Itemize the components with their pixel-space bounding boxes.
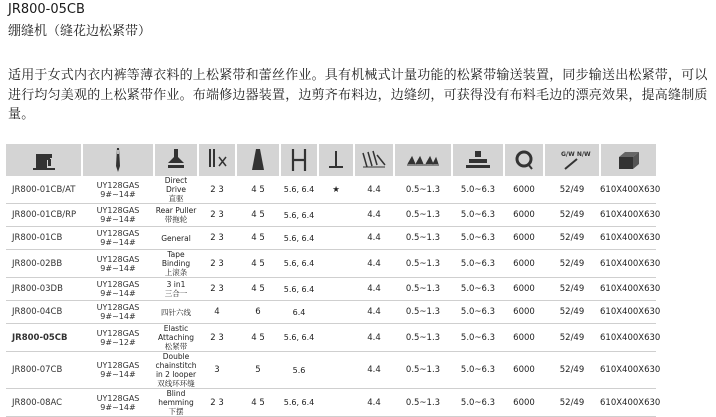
thread-cone-icon bbox=[236, 144, 280, 176]
mark-cell-text: ★ bbox=[332, 184, 340, 195]
gauge-cell bbox=[280, 352, 318, 389]
weight-icon bbox=[544, 144, 600, 176]
needle-type-cell bbox=[82, 204, 154, 227]
weight-cell bbox=[544, 278, 600, 301]
needles-cell-text: 2 3 bbox=[210, 210, 224, 220]
stitch-length-icon bbox=[394, 144, 452, 176]
speed-cell bbox=[504, 301, 544, 324]
dimensions-cell bbox=[600, 250, 661, 278]
stitch-length-cell bbox=[394, 250, 452, 278]
spec-table bbox=[6, 144, 661, 417]
threads-cell bbox=[236, 389, 280, 417]
feature-cell-text: Tape Binding bbox=[161, 250, 191, 268]
dimensions-cell-text: 610X400X630 bbox=[600, 233, 661, 243]
stitch-length-cell-text: 0.5~1.3 bbox=[405, 210, 441, 220]
differential-feed-icon bbox=[354, 144, 394, 176]
needles-cell bbox=[198, 227, 236, 250]
bed-height-icon bbox=[318, 144, 354, 176]
speed-cell-text: 6000 bbox=[513, 365, 535, 375]
needle-type-cell-text: 9#~14# bbox=[100, 189, 136, 199]
stitch-length-cell bbox=[394, 324, 452, 352]
differential-cell-text: 4.4 bbox=[367, 210, 381, 220]
gauge-cell-text: 6.4 bbox=[292, 307, 306, 317]
needle-type-cell-text: UY128GAS bbox=[96, 280, 140, 289]
needles-cell bbox=[198, 204, 236, 227]
feature-cell-text: 双线环环缝 bbox=[157, 379, 195, 388]
speed-cell-text: 6000 bbox=[513, 284, 535, 294]
needles-cell-text: 3 bbox=[214, 365, 220, 375]
stitch-length-cell bbox=[394, 301, 452, 324]
needles-cell bbox=[198, 176, 236, 204]
sewing-machine-icon bbox=[6, 144, 82, 176]
gauge-cell-text: 5.6, 6.4 bbox=[283, 233, 315, 243]
stitch-length-cell-text: 0.5~1.3 bbox=[405, 365, 441, 375]
needle-type-cell-text: UY128GAS bbox=[96, 393, 140, 403]
gauge-cell-text: 5.6, 6.4 bbox=[283, 210, 315, 220]
mark-cell bbox=[318, 278, 354, 301]
gauge-cell-text: 5.6, 6.4 bbox=[283, 284, 315, 294]
differential-cell bbox=[354, 227, 394, 250]
needle-type-cell-text: UY128GAS bbox=[96, 303, 140, 312]
feature-cell-text: 带拖轮 bbox=[164, 215, 188, 224]
presser-lift-cell bbox=[452, 324, 504, 352]
feature-cell bbox=[154, 389, 198, 417]
model-cell bbox=[6, 352, 82, 389]
gauge-cell bbox=[280, 250, 318, 278]
mark-cell bbox=[318, 227, 354, 250]
model-cell-text: JR800-01CB bbox=[12, 233, 63, 243]
feature-cell-text: Direct Drive bbox=[164, 176, 188, 194]
mark-cell bbox=[318, 176, 354, 204]
differential-cell-text: 4.4 bbox=[367, 332, 381, 343]
needles-cell-text: 2 3 bbox=[210, 332, 224, 343]
threads-cell bbox=[236, 204, 280, 227]
differential-cell bbox=[354, 352, 394, 389]
model-cell-text: JR800-05CB bbox=[12, 332, 68, 343]
product-description: 适用于女式内衣内裤等薄衣料的上松紧带和蕾丝作业。具有机械式计量功能的松紧带输送装置，同步输送出松紧带，可以进行均匀美观的上松紧带作业。布端修边器装置，边剪齐布料边，边缝纫，可获得没有布料毛边的漂亮效果，提高缝制质量。 bbox=[8, 68, 708, 122]
feature-cell-text: General bbox=[161, 233, 191, 243]
model-cell-text: JR800-08AC bbox=[12, 397, 63, 408]
presser-lift-cell bbox=[452, 278, 504, 301]
threads-cell bbox=[236, 227, 280, 250]
feature-cell-text: 3 in1 bbox=[166, 280, 186, 289]
weight-cell-text: 52/49 bbox=[559, 184, 585, 195]
spec-table-header bbox=[6, 144, 656, 176]
needle-icon bbox=[82, 144, 154, 176]
dimensions-cell bbox=[600, 278, 661, 301]
dimensions-cell-text: 610X400X630 bbox=[600, 307, 661, 317]
differential-cell bbox=[354, 389, 394, 417]
threads-cell bbox=[236, 301, 280, 324]
presser-lift-cell-text: 5.0~6.3 bbox=[460, 365, 496, 375]
model-cell bbox=[6, 250, 82, 278]
stitch-length-cell bbox=[394, 278, 452, 301]
needle-type-cell-text: UY128GAS bbox=[96, 254, 140, 264]
differential-cell-text: 4.4 bbox=[367, 233, 381, 243]
speed-cell-text: 6000 bbox=[513, 233, 535, 243]
feature-cell bbox=[154, 278, 198, 301]
needle-type-cell bbox=[82, 352, 154, 389]
weight-cell-text: 52/49 bbox=[559, 307, 585, 317]
differential-cell bbox=[354, 176, 394, 204]
feature-cell-text: 四针六线 bbox=[161, 307, 191, 317]
mark-cell bbox=[318, 389, 354, 417]
gauge-cell bbox=[280, 389, 318, 417]
differential-cell-text: 4.4 bbox=[367, 284, 381, 294]
needle-type-cell bbox=[82, 324, 154, 352]
speed-cell-text: 6000 bbox=[513, 397, 535, 408]
speed-cell-text: 6000 bbox=[513, 184, 535, 195]
feature-cell bbox=[154, 227, 198, 250]
presser-lift-cell-text: 5.0~6.3 bbox=[460, 233, 496, 243]
weight-cell-text: 52/49 bbox=[559, 284, 585, 294]
needle-type-cell-text: 9#~14# bbox=[100, 263, 136, 273]
needle-type-cell bbox=[82, 389, 154, 417]
needle-type-cell-text: UY128GAS bbox=[96, 328, 140, 338]
feature-cell-text: 下摆 bbox=[168, 407, 184, 416]
differential-cell bbox=[354, 301, 394, 324]
differential-cell bbox=[354, 250, 394, 278]
mark-cell bbox=[318, 352, 354, 389]
weight-cell bbox=[544, 301, 600, 324]
presser-lift-cell bbox=[452, 204, 504, 227]
weight-cell-text: 52/49 bbox=[559, 210, 585, 220]
threads-cell-text: 4 5 bbox=[251, 284, 265, 294]
speed-cell bbox=[504, 204, 544, 227]
dimensions-cell bbox=[600, 324, 661, 352]
model-cell bbox=[6, 278, 82, 301]
needle-type-cell-text: 9#~14# bbox=[100, 402, 136, 412]
threads-cell-text: 4 5 bbox=[251, 184, 265, 195]
threads-cell bbox=[236, 250, 280, 278]
needle-gauge-icon bbox=[280, 144, 318, 176]
needle-type-cell bbox=[82, 250, 154, 278]
dimensions-cell bbox=[600, 204, 661, 227]
needle-type-cell-text: UY128GAS bbox=[96, 206, 140, 215]
speed-cell-text: 6000 bbox=[513, 210, 535, 220]
model-cell-text: JR800-07CB bbox=[12, 365, 63, 375]
dimensions-cell bbox=[600, 301, 661, 324]
feature-cell-text: Blind hemming bbox=[158, 389, 194, 407]
needles-cell bbox=[198, 389, 236, 417]
stitch-length-cell-text: 0.5~1.3 bbox=[405, 233, 441, 243]
threads-cell bbox=[236, 176, 280, 204]
speed-icon bbox=[504, 144, 544, 176]
needles-cell-text: 2 3 bbox=[210, 184, 224, 195]
differential-cell bbox=[354, 204, 394, 227]
stitch-length-cell bbox=[394, 389, 452, 417]
needle-type-cell-text: 9#~12# bbox=[100, 337, 136, 347]
model-cell bbox=[6, 204, 82, 227]
model-cell bbox=[6, 227, 82, 250]
mark-cell bbox=[318, 301, 354, 324]
speed-cell bbox=[504, 250, 544, 278]
table-row bbox=[6, 352, 656, 389]
needle-type-cell-text: 9#~14# bbox=[100, 215, 136, 224]
weight-cell-text: 52/49 bbox=[559, 233, 585, 243]
weight-cell bbox=[544, 352, 600, 389]
mark-cell bbox=[318, 250, 354, 278]
feature-cell bbox=[154, 176, 198, 204]
needles-cell bbox=[198, 250, 236, 278]
weight-cell-text: 52/49 bbox=[559, 365, 585, 375]
page-title: JR800-05CB bbox=[8, 2, 85, 17]
dimensions-cell bbox=[600, 389, 661, 417]
dimensions-cell bbox=[600, 352, 661, 389]
differential-cell bbox=[354, 278, 394, 301]
threads-cell bbox=[236, 352, 280, 389]
model-cell bbox=[6, 324, 82, 352]
table-row bbox=[6, 250, 656, 278]
needles-cell-text: 2 3 bbox=[210, 284, 224, 294]
model-cell-text: JR800-04CB bbox=[12, 307, 63, 317]
weight-cell bbox=[544, 250, 600, 278]
weight-cell-text: 52/49 bbox=[559, 332, 585, 343]
speed-cell-text: 6000 bbox=[513, 332, 535, 343]
gauge-cell-text: 5.6, 6.4 bbox=[283, 185, 315, 194]
presser-lift-cell-text: 5.0~6.3 bbox=[460, 307, 496, 317]
feature-cell-text: Rear Puller bbox=[155, 206, 197, 215]
threads-cell-text: 5 bbox=[255, 365, 261, 375]
dimensions-cell-text: 610X400X630 bbox=[600, 210, 661, 220]
presser-lift-cell bbox=[452, 301, 504, 324]
gauge-cell-text: 5.6 bbox=[292, 365, 306, 375]
threads-cell bbox=[236, 324, 280, 352]
speed-cell bbox=[504, 324, 544, 352]
presser-lift-cell-text: 5.0~6.3 bbox=[460, 332, 496, 343]
differential-cell bbox=[354, 324, 394, 352]
stitch-length-cell bbox=[394, 352, 452, 389]
speed-cell bbox=[504, 176, 544, 204]
presser-lift-cell-text: 5.0~6.3 bbox=[460, 397, 496, 408]
threads-cell bbox=[236, 278, 280, 301]
weight-cell bbox=[544, 389, 600, 417]
threads-cell-text: 4 5 bbox=[251, 210, 265, 220]
weight-cell bbox=[544, 204, 600, 227]
weight-cell bbox=[544, 227, 600, 250]
stitch-length-cell-text: 0.5~1.3 bbox=[405, 258, 441, 269]
dimensions-cell bbox=[600, 176, 661, 204]
gauge-cell bbox=[280, 324, 318, 352]
model-cell bbox=[6, 301, 82, 324]
feature-cell bbox=[154, 250, 198, 278]
table-row bbox=[6, 204, 656, 227]
box-dimensions-icon bbox=[600, 144, 656, 176]
threads-cell-text: 4 5 bbox=[251, 258, 265, 269]
differential-cell-text: 4.4 bbox=[367, 397, 381, 408]
stitch-length-cell-text: 0.5~1.3 bbox=[405, 184, 441, 195]
feature-cell bbox=[154, 352, 198, 389]
stitch-length-cell-text: 0.5~1.3 bbox=[405, 397, 441, 408]
weight-cell-text: 52/49 bbox=[559, 258, 585, 269]
needles-cell bbox=[198, 278, 236, 301]
table-row bbox=[6, 301, 656, 324]
gauge-cell-text: 5.6, 6.4 bbox=[283, 259, 315, 268]
speed-cell bbox=[504, 389, 544, 417]
mark-cell bbox=[318, 324, 354, 352]
gauge-cell bbox=[280, 278, 318, 301]
weight-icon-label: G/W N/W bbox=[561, 151, 591, 158]
mark-cell bbox=[318, 204, 354, 227]
speed-cell bbox=[504, 352, 544, 389]
gauge-cell-text: 5.6, 6.4 bbox=[283, 398, 315, 407]
needles-cell-text: 4 bbox=[214, 307, 220, 317]
needle-count-icon bbox=[198, 144, 236, 176]
needle-type-cell bbox=[82, 278, 154, 301]
weight-cell bbox=[544, 324, 600, 352]
presser-lift-cell-text: 5.0~6.3 bbox=[460, 210, 496, 220]
stitch-length-cell bbox=[394, 227, 452, 250]
feature-cell-text: 三合一 bbox=[164, 289, 188, 298]
needle-type-cell bbox=[82, 301, 154, 324]
model-cell bbox=[6, 389, 82, 417]
needle-type-cell-text: 9#~14# bbox=[100, 312, 136, 321]
table-row bbox=[6, 176, 656, 204]
table-row bbox=[6, 227, 656, 250]
presser-lift-cell bbox=[452, 352, 504, 389]
stitch-length-cell bbox=[394, 176, 452, 204]
needles-cell bbox=[198, 352, 236, 389]
needles-cell-text: 2 3 bbox=[210, 397, 224, 408]
needle-type-cell-text: UY128GAS bbox=[96, 229, 140, 238]
differential-cell-text: 4.4 bbox=[367, 184, 381, 195]
weight-cell bbox=[544, 176, 600, 204]
presser-lift-cell bbox=[452, 227, 504, 250]
presser-lift-cell bbox=[452, 250, 504, 278]
presser-foot-icon bbox=[154, 144, 198, 176]
gauge-cell bbox=[280, 176, 318, 204]
stitch-length-cell-text: 0.5~1.3 bbox=[405, 307, 441, 317]
model-cell-text: JR800-01CB/RP bbox=[12, 210, 77, 220]
feature-cell-text: Double chainstitch in 2 looper bbox=[155, 352, 197, 379]
speed-cell-text: 6000 bbox=[513, 258, 535, 269]
needles-cell-text: 2 3 bbox=[210, 233, 224, 243]
feature-cell bbox=[154, 204, 198, 227]
presser-lift-cell-text: 5.0~6.3 bbox=[460, 258, 496, 269]
presser-lift-cell-text: 5.0~6.3 bbox=[460, 184, 496, 195]
table-row bbox=[6, 278, 656, 301]
dimensions-cell-text: 610X400X630 bbox=[600, 365, 661, 375]
stitch-length-cell-text: 0.5~1.3 bbox=[405, 284, 441, 294]
needles-cell-text: 2 3 bbox=[210, 258, 224, 269]
dimensions-cell bbox=[600, 227, 661, 250]
table-row bbox=[6, 389, 656, 417]
needle-type-cell bbox=[82, 176, 154, 204]
needle-type-cell-text: UY128GAS bbox=[96, 180, 140, 190]
needles-cell bbox=[198, 301, 236, 324]
page-subtitle: 绷缝机（缝花边松紧带） bbox=[8, 24, 152, 39]
presser-lift-cell bbox=[452, 389, 504, 417]
threads-cell-text: 4 5 bbox=[251, 332, 265, 343]
speed-cell bbox=[504, 278, 544, 301]
needle-type-cell-text: 9#~14# bbox=[100, 289, 136, 298]
feature-cell-text: 松紧带 bbox=[164, 342, 188, 351]
needles-cell bbox=[198, 324, 236, 352]
feature-cell-text: Elastic Attaching bbox=[158, 324, 194, 342]
threads-cell-text: 4 5 bbox=[251, 233, 265, 243]
needle-type-cell-text: 9#~14# bbox=[100, 238, 136, 247]
model-cell-text: JR800-01CB/AT bbox=[12, 184, 76, 195]
speed-cell-text: 6000 bbox=[513, 307, 535, 317]
presser-lift-cell-text: 5.0~6.3 bbox=[460, 284, 496, 294]
feature-cell bbox=[154, 324, 198, 352]
dimensions-cell-text: 610X400X630 bbox=[600, 184, 661, 195]
weight-cell-text: 52/49 bbox=[559, 397, 585, 408]
model-cell-text: JR800-03DB bbox=[12, 284, 63, 294]
differential-cell-text: 4.4 bbox=[367, 258, 381, 269]
gauge-cell bbox=[280, 301, 318, 324]
needle-type-cell-text: 9#~14# bbox=[100, 370, 136, 379]
presser-lift-icon bbox=[452, 144, 504, 176]
stitch-length-cell-text: 0.5~1.3 bbox=[405, 332, 441, 343]
needle-type-cell-text: UY128GAS bbox=[96, 361, 140, 370]
gauge-cell bbox=[280, 204, 318, 227]
gauge-cell-text: 5.6, 6.4 bbox=[283, 333, 315, 342]
feature-cell-text: 直驱 bbox=[168, 194, 184, 203]
needle-type-cell bbox=[82, 227, 154, 250]
dimensions-cell-text: 610X400X630 bbox=[600, 284, 661, 294]
differential-cell-text: 4.4 bbox=[367, 307, 381, 317]
speed-cell bbox=[504, 227, 544, 250]
stitch-length-cell bbox=[394, 204, 452, 227]
feature-cell-text: 上滚条 bbox=[164, 268, 188, 277]
gauge-cell bbox=[280, 227, 318, 250]
dimensions-cell-text: 610X400X630 bbox=[600, 397, 661, 408]
model-cell bbox=[6, 176, 82, 204]
threads-cell-text: 6 bbox=[255, 307, 261, 317]
threads-cell-text: 4 5 bbox=[251, 397, 265, 408]
feature-cell bbox=[154, 301, 198, 324]
presser-lift-cell bbox=[452, 176, 504, 204]
spec-table-body bbox=[6, 176, 661, 417]
model-cell-text: JR800-02BB bbox=[12, 258, 63, 269]
dimensions-cell-text: 610X400X630 bbox=[600, 332, 661, 343]
differential-cell-text: 4.4 bbox=[367, 365, 381, 375]
dimensions-cell-text: 610X400X630 bbox=[600, 258, 661, 269]
table-row bbox=[6, 324, 656, 352]
